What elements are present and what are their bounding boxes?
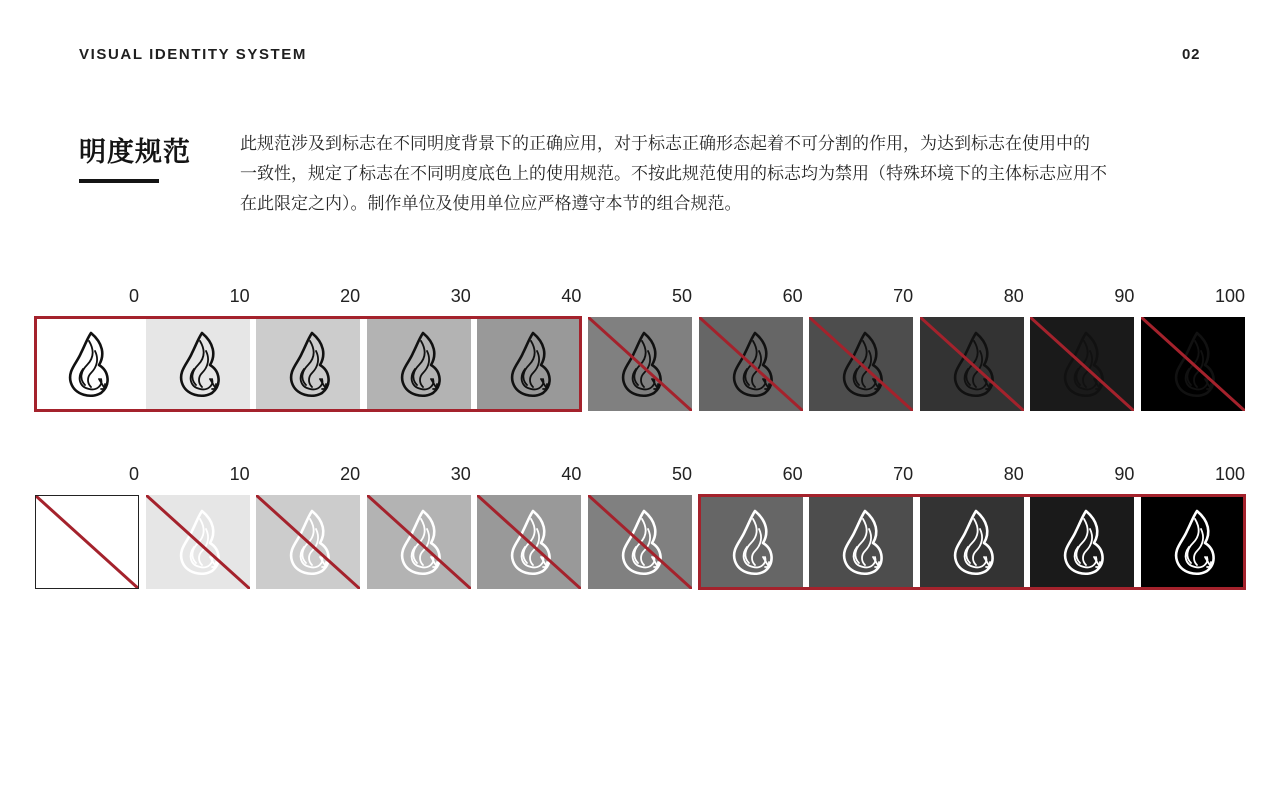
brightness-swatch	[256, 317, 360, 411]
brightness-label: 20	[340, 464, 361, 484]
diagonal-slash-icon	[1141, 317, 1245, 411]
diagonal-slash-icon	[477, 495, 581, 589]
brightness-swatch	[1030, 495, 1134, 589]
brightness-label: 70	[893, 286, 914, 306]
brightness-swatch	[35, 495, 139, 589]
flame-logo-icon	[176, 329, 224, 399]
flame-logo-icon	[286, 329, 334, 399]
page-number: 02	[1182, 46, 1201, 63]
brightness-swatch	[1141, 495, 1245, 589]
brightness-swatch	[146, 495, 250, 589]
flame-logo-icon	[397, 329, 445, 399]
flame-logo-icon	[65, 329, 113, 399]
brightness-label: 50	[671, 286, 692, 306]
brightness-swatch	[588, 495, 692, 589]
brightness-swatch	[367, 317, 471, 411]
diagonal-slash-icon	[588, 495, 692, 589]
brightness-swatch	[588, 317, 692, 411]
diagonal-slash-icon	[1030, 317, 1134, 411]
brightness-labels	[35, 464, 1245, 486]
brightness-label: 80	[1003, 286, 1024, 306]
brightness-label: 70	[893, 464, 914, 484]
brightness-swatch	[477, 495, 581, 589]
brightness-label: 20	[340, 286, 361, 306]
brightness-tiles	[35, 495, 1245, 589]
brightness-swatch	[477, 317, 581, 411]
diagonal-slash-icon	[146, 495, 250, 589]
brightness-label: 40	[561, 286, 582, 306]
flame-logo-icon	[729, 507, 777, 577]
diagonal-slash-icon	[36, 496, 139, 589]
brightness-swatch	[920, 495, 1024, 589]
brightness-swatch	[809, 495, 913, 589]
brand-header: VISUAL IDENTITY SYSTEM	[79, 46, 308, 63]
brightness-label: 50	[671, 464, 692, 484]
brightness-label: 100	[1214, 464, 1245, 484]
section-title: 明度规范	[79, 137, 191, 168]
brightness-row-dark-logo	[35, 286, 1245, 308]
description-line: 一致性，规定了标志在不同明度底色上的使用规范。不按此规范使用的标志均为禁用（特殊环境下的主体标志应用不	[240, 164, 1107, 184]
brightness-label: 60	[782, 286, 803, 306]
brightness-row-light-logo	[35, 464, 1245, 486]
brightness-swatch	[256, 495, 360, 589]
brightness-swatch	[809, 317, 913, 411]
brightness-swatch	[699, 495, 803, 589]
brightness-label: 40	[561, 464, 582, 484]
description-line: 在此限定之内）。制作单位及使用单位应严格遵守本节的组合规范。	[240, 194, 742, 214]
brightness-label: 30	[450, 286, 471, 306]
diagonal-slash-icon	[920, 317, 1024, 411]
flame-logo-icon	[1171, 507, 1219, 577]
diagonal-slash-icon	[809, 317, 913, 411]
diagonal-slash-icon	[588, 317, 692, 411]
diagonal-slash-icon	[256, 495, 360, 589]
brightness-label: 100	[1214, 286, 1245, 306]
title-underline	[79, 179, 159, 183]
brightness-swatch	[1030, 317, 1134, 411]
diagonal-slash-icon	[367, 495, 471, 589]
flame-logo-icon	[1060, 507, 1108, 577]
brightness-swatch	[367, 495, 471, 589]
brightness-label: 10	[229, 286, 250, 306]
brightness-swatch	[699, 317, 803, 411]
brightness-labels	[35, 286, 1245, 308]
diagonal-slash-icon	[699, 317, 803, 411]
brightness-label: 90	[1114, 286, 1135, 306]
brightness-swatch	[1141, 317, 1245, 411]
brightness-swatch	[146, 317, 250, 411]
brightness-label: 80	[1003, 464, 1024, 484]
brightness-label: 0	[128, 464, 139, 484]
flame-logo-icon	[839, 507, 887, 577]
brightness-tiles	[35, 317, 1245, 411]
brightness-label: 90	[1114, 464, 1135, 484]
description-line: 此规范涉及到标志在不同明度背景下的正确应用，对于标志正确形态起着不可分割的作用，为达到标志在使用中的	[240, 134, 1090, 154]
brightness-label: 10	[229, 464, 250, 484]
section-description	[240, 129, 1225, 219]
brightness-label: 30	[450, 464, 471, 484]
brightness-swatch	[920, 317, 1024, 411]
brightness-swatch	[35, 317, 139, 411]
flame-logo-icon	[507, 329, 555, 399]
brightness-label: 0	[128, 286, 139, 306]
flame-logo-icon	[950, 507, 998, 577]
brightness-label: 60	[782, 464, 803, 484]
